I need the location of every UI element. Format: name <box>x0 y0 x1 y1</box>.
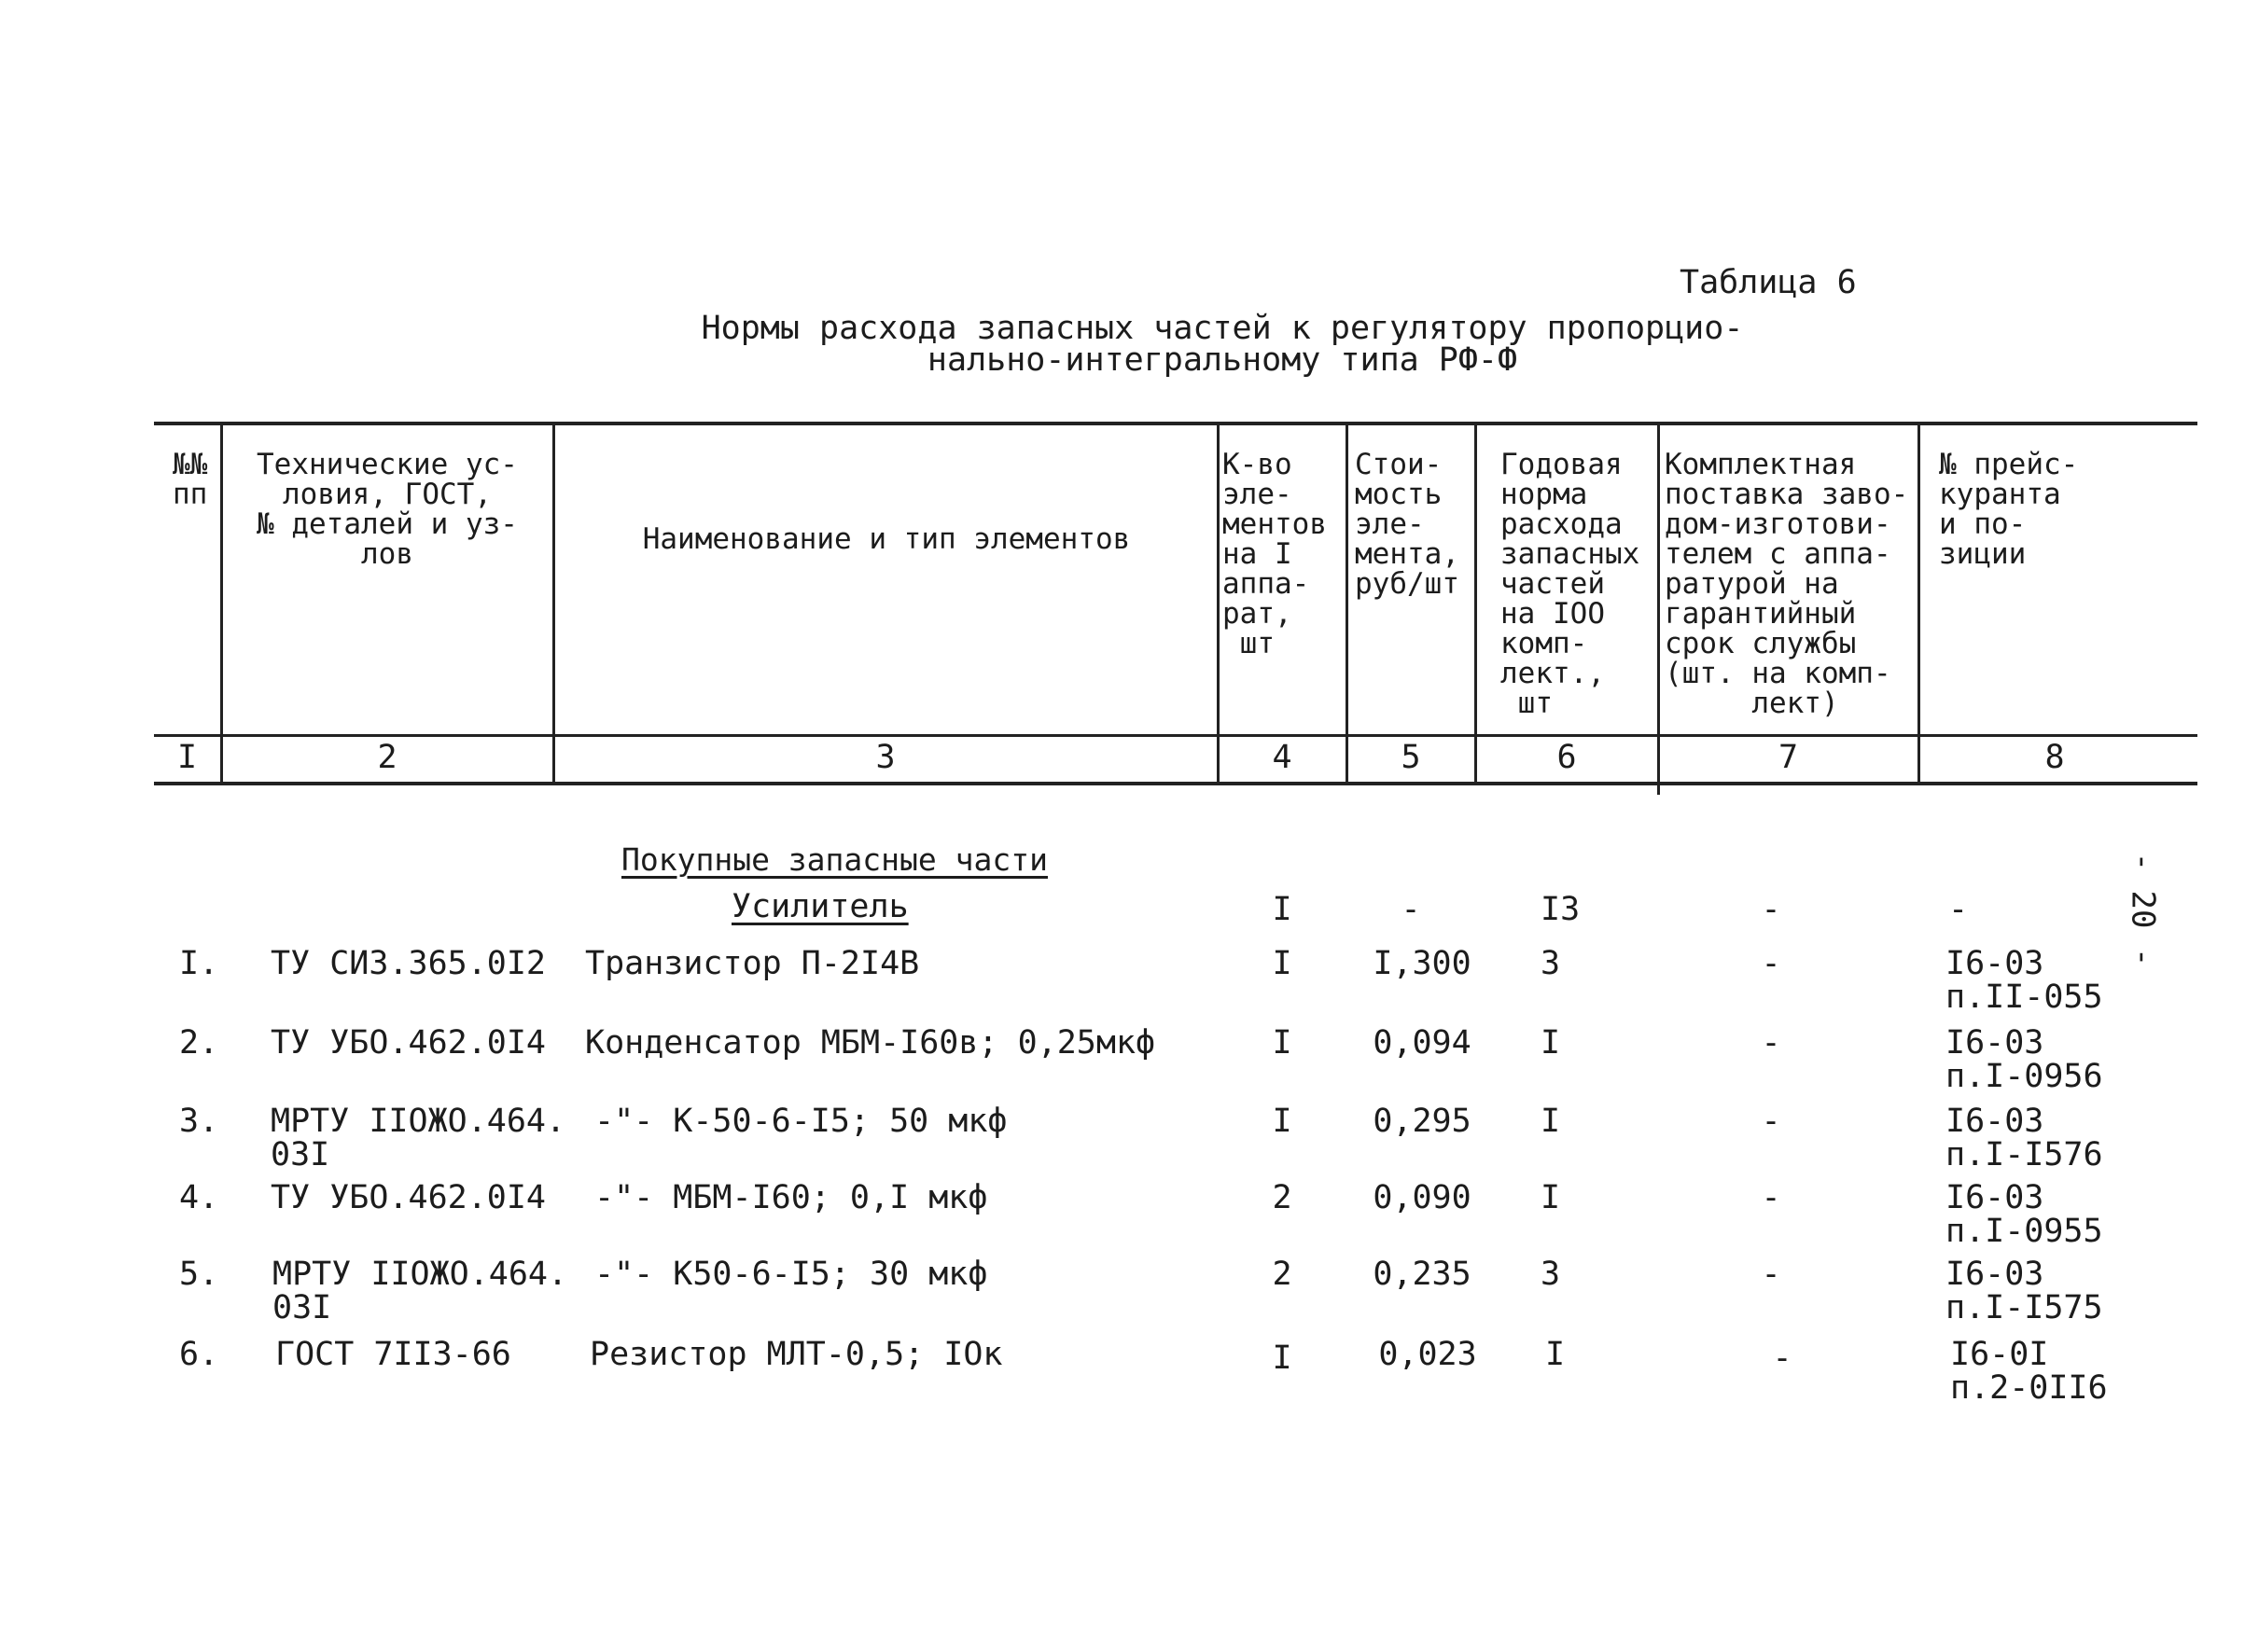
header-col-spec: Технические ус- ловия, ГОСТ, № деталей и уз- лов <box>257 448 518 571</box>
table-top-border <box>154 422 2197 425</box>
row-5-delivery: - <box>1761 1256 1781 1293</box>
group-cost: - <box>1401 891 1421 928</box>
column-number-8: 8 <box>2044 739 2065 776</box>
row-2-name: Конденсатор МБМ-I60в; 0,25мкф <box>585 1024 1156 1062</box>
header-col-qty: К-во эле- ментов на I аппа- рат, шт <box>1222 448 1327 660</box>
row-4-spec: ТУ УБО.462.0I4 <box>271 1179 547 1216</box>
row-3-norm: I <box>1541 1103 1561 1140</box>
header-col-number: №№ пп <box>173 448 208 511</box>
row-6-spec: ГОСТ 7II3-66 <box>275 1336 511 1373</box>
header-col-name: Наименование и тип элементов <box>642 522 1131 556</box>
row-6-norm: I <box>1545 1336 1566 1373</box>
row-6-cost: 0,023 <box>1378 1336 1477 1373</box>
header-bottom-border <box>154 734 2197 737</box>
row-3-spec: МРТУ IIОЖО.464. 03I <box>271 1103 566 1173</box>
row-1-name: Транзистор П-2I4В <box>585 945 920 982</box>
section-title: Покупные запасные части <box>621 841 1048 878</box>
group-delivery: - <box>1761 891 1781 928</box>
title-line-2: нально-интегральному типа РФ-Ф <box>927 341 1518 379</box>
row-1-norm: 3 <box>1541 945 1561 982</box>
row-6-delivery: - <box>1772 1340 1792 1377</box>
row-3-name: -"- К-50-6-I5; 50 мкф <box>594 1103 1008 1140</box>
column-number-2: 2 <box>377 739 397 776</box>
row-4-cost: 0,090 <box>1373 1179 1471 1216</box>
title-line-1: Нормы расхода запасных частей к регулятору пропорцио- <box>701 310 1744 347</box>
row-1-qty: I <box>1272 945 1292 982</box>
column-number-7: 7 <box>1778 739 1799 776</box>
row-2-delivery: - <box>1761 1024 1781 1062</box>
row-5-name: -"- К50-6-I5; 30 мкф <box>594 1256 988 1293</box>
row-3-cost: 0,295 <box>1373 1103 1471 1140</box>
row-1-cost: I,300 <box>1373 945 1471 982</box>
row-2-spec: ТУ УБО.462.0I4 <box>271 1024 547 1062</box>
group-norm: I3 <box>1541 891 1581 928</box>
page-number: - 20 - <box>2124 852 2162 967</box>
row-4-name: -"- МБМ-I60; 0,I мкф <box>594 1179 988 1216</box>
header-col-price-list: № прейс- куранта и по- зиции <box>1939 448 2079 571</box>
row-5-qty: 2 <box>1272 1256 1292 1293</box>
col-divider-3 <box>1217 422 1220 784</box>
row-3-price-ref: I6-03 п.I-I576 <box>1945 1103 2103 1173</box>
row-2-norm: I <box>1541 1024 1561 1062</box>
row-6-qty: I <box>1272 1340 1292 1377</box>
group-qty: I <box>1272 891 1292 928</box>
column-number-5: 5 <box>1401 739 1421 776</box>
row-3-number: 3. <box>179 1103 219 1140</box>
group-name: Усилитель <box>732 888 909 925</box>
column-number-4: 4 <box>1272 739 1292 776</box>
column-number-6: 6 <box>1556 739 1577 776</box>
row-4-qty: 2 <box>1272 1179 1292 1216</box>
row-5-norm: 3 <box>1541 1256 1561 1293</box>
row-5-price-ref: I6-03 п.I-I575 <box>1945 1256 2103 1326</box>
col-divider-2 <box>552 422 555 784</box>
row-1-delivery: - <box>1761 945 1781 982</box>
table-label: Таблица 6 <box>1680 264 1857 301</box>
row-1-price-ref: I6-03 п.II-055 <box>1945 945 2103 1016</box>
header-col-annual-norm: Годовая норма расхода запасных частей на IОО комп- лект., шт <box>1500 448 1640 720</box>
column-number-1: I <box>176 739 198 776</box>
row-4-price-ref: I6-03 п.I-0955 <box>1945 1179 2103 1250</box>
row-6-price-ref: I6-0I п.2-0II6 <box>1950 1336 2108 1407</box>
col-divider-7 <box>1917 422 1920 784</box>
row-2-price-ref: I6-03 п.I-0956 <box>1945 1024 2103 1095</box>
col-divider-5 <box>1474 422 1477 784</box>
col-divider-4 <box>1346 422 1348 784</box>
header-col-delivery: Комплектная поставка заво- дом-изготови- телем с аппа- ратурой на гарантийный срок службы (шт. на комп- лект) <box>1665 448 1909 720</box>
table-title <box>560 310 1885 379</box>
row-4-number: 4. <box>179 1179 219 1216</box>
row-2-cost: 0,094 <box>1373 1024 1471 1062</box>
row-2-qty: I <box>1272 1024 1292 1062</box>
row-3-delivery: - <box>1761 1103 1781 1140</box>
row-5-spec: МРТУ IIОЖО.464. 03I <box>272 1256 568 1326</box>
col-divider-1 <box>220 422 223 784</box>
row-1-spec: ТУ СИ3.365.0I2 <box>271 945 547 982</box>
header-col-cost: Стои- мость эле- мента, руб/шт <box>1355 448 1459 601</box>
row-4-delivery: - <box>1761 1179 1781 1216</box>
row-6-number: 6. <box>179 1336 219 1373</box>
row-2-number: 2. <box>179 1024 219 1062</box>
row-5-cost: 0,235 <box>1373 1256 1471 1293</box>
row-1-number: I. <box>179 945 219 982</box>
row-3-qty: I <box>1272 1103 1292 1140</box>
row-6-name: Резистор МЛТ-0,5; IОк <box>590 1336 1003 1373</box>
row-4-norm: I <box>1541 1179 1561 1216</box>
column-number-3: 3 <box>875 739 896 776</box>
group-price-ref: - <box>1948 891 1969 928</box>
numbers-bottom-border <box>154 782 2197 785</box>
row-5-number: 5. <box>179 1256 219 1293</box>
